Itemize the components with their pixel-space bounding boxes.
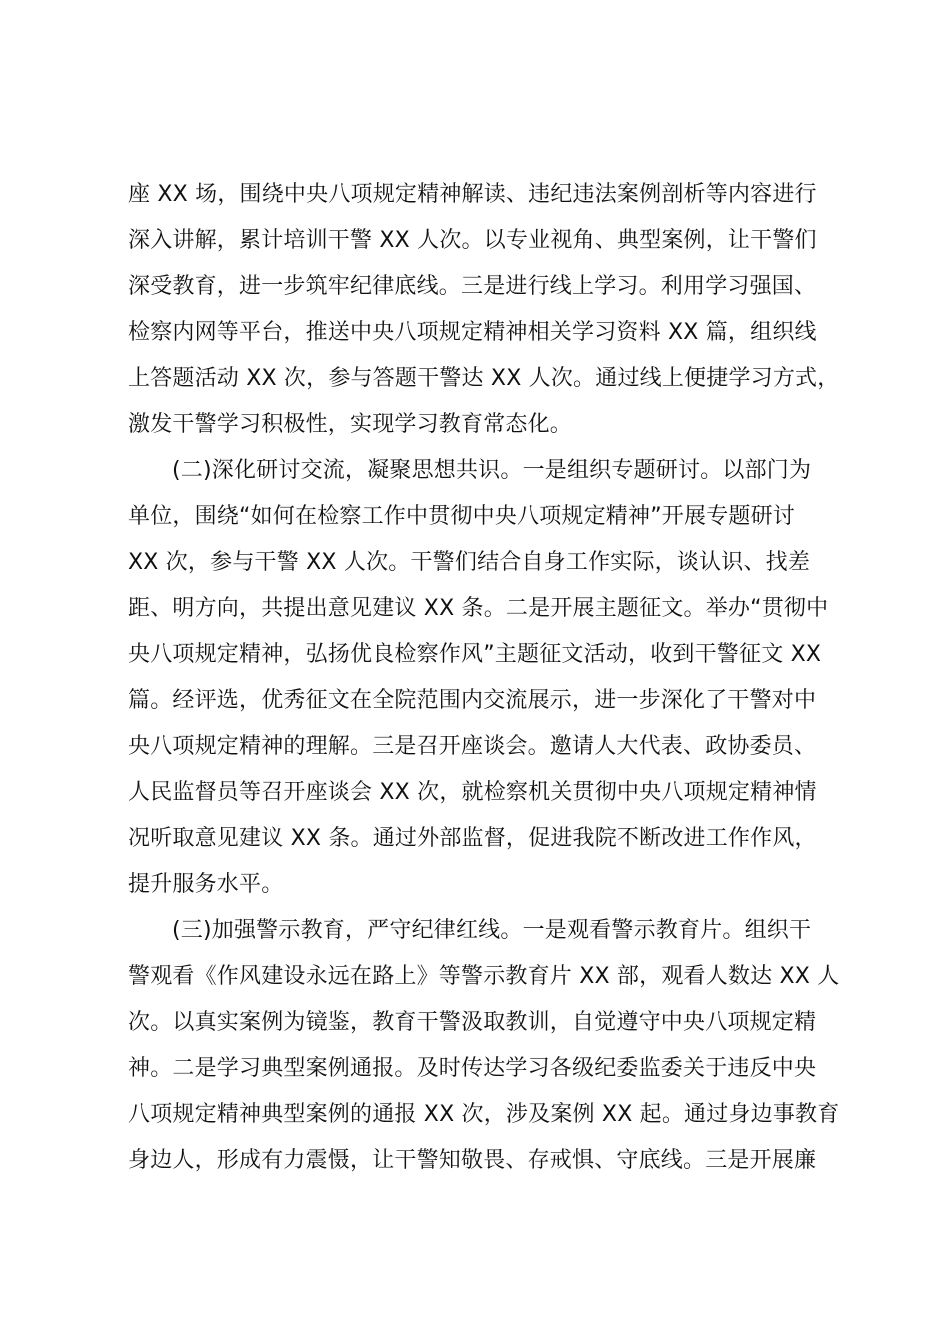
text-line: XX 次，参与干警 XX 人次。干警们结合自身工作实际，谈认识、找差 — [128, 550, 811, 575]
text-line: 况听取意见建议 XX 条。通过外部监督，促进我院不断改进工作作风， — [128, 826, 817, 851]
text-line: 人民监督员等召开座谈会 XX 次，就检察机关贯彻中央八项规定精神情 — [128, 780, 817, 805]
text-line: 央八项规定精神的理解。三是召开座谈会。邀请人大代表、政协委员、 — [128, 734, 817, 759]
text-line: 次。以真实案例为镜鉴，教育干警汲取教训，自觉遵守中央八项规定精 — [128, 1010, 817, 1035]
text-line: 深受教育，进一步筑牢纪律底线。三是进行线上学习。利用学习强国、 — [128, 274, 817, 299]
text-line: 警观看《作风建设永远在路上》等警示教育片 XX 部，观看人数达 XX 人 — [128, 964, 840, 989]
text-line: 检察内网等平台，推送中央八项规定精神相关学习资料 XX 篇，组织线 — [128, 320, 817, 345]
text-line: 激发干警学习积极性，实现学习教育常态化。 — [128, 412, 573, 437]
text-line: 身边人，形成有力震慑，让干警知敬畏、存戒惧、守底线。三是开展廉 — [128, 1148, 817, 1173]
text-line: 神。二是学习典型案例通报。及时传达学习各级纪委监委关于违反中央 — [128, 1056, 817, 1081]
text-line: 篇。经评选，优秀征文在全院范围内交流展示，进一步深化了干警对中 — [128, 688, 817, 713]
text-line: 提升服务水平。 — [128, 872, 284, 897]
text-line: 座 XX 场，围绕中央八项规定精神解读、违纪违法案例剖析等内容进行 — [128, 182, 817, 207]
text-line: 八项规定精神典型案例的通报 XX 次，涉及案例 XX 起。通过身边事教育 — [128, 1102, 840, 1127]
text-line: 央八项规定精神，弘扬优良检察作风”主题征文活动，收到干警征文 XX — [128, 642, 822, 667]
text-line: 上答题活动 XX 次，参与答题干警达 XX 人次。通过线上便捷学习方式， — [128, 366, 840, 391]
text-line: 深入讲解，累计培训干警 XX 人次。以专业视角、典型案例，让干警们 — [128, 228, 817, 253]
section-heading-3: (三)加强警示教育，严守纪律红线。一是观看警示教育片。组织干 — [172, 918, 812, 943]
text-line: 距、明方向，共提出意见建议 XX 条。二是开展主题征文。举办“贯彻中 — [128, 596, 829, 621]
section-heading-2: (二)深化研讨交流，凝聚思想共识。一是组织专题研讨。以部门为 — [172, 458, 812, 483]
text-line: 单位，围绕“如何在检察工作中贯彻中央八项规定精神”开展专题研讨 — [128, 504, 795, 529]
